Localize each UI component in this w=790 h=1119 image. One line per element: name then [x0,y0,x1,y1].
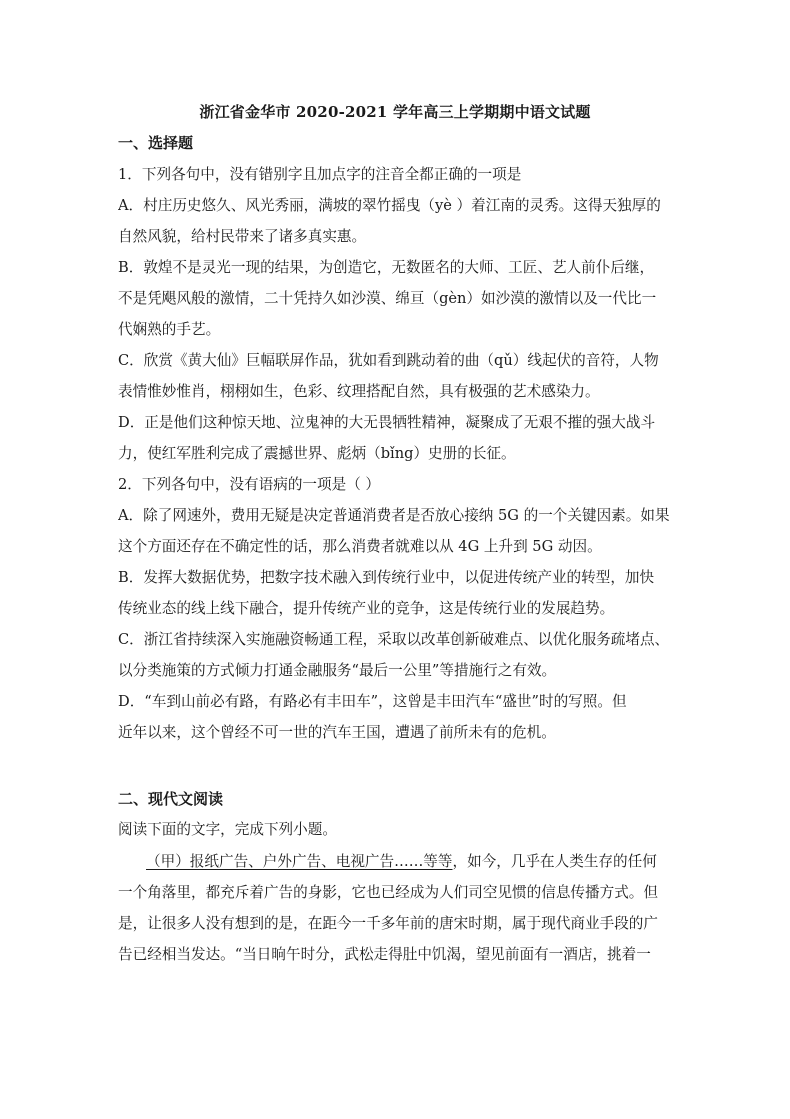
passage-first-line [146,851,678,873]
q2-option-c-line2: 以分类施策的方式倾力打通金融服务“最后一公里”等措施行之有效。 [118,662,557,679]
q1-option-b-line3: 代娴熟的手艺。 [118,321,221,338]
section-heading-choice: 一、选择题 [118,134,194,152]
section-heading-reading: 二、现代文阅读 [118,790,224,808]
reading-intro: 阅读下面的文字，完成下列小题。 [118,821,337,838]
q2-option-c-line1: C．浙江省持续深入实施融资畅通工程，采取以改革创新破难点、以优化服务疏堵点、 [118,631,670,648]
q1-option-a-line2: 自然风貌，给村民带来了诸多真实惠。 [118,228,367,245]
q1-option-d-line2: 力，使红军胜利完成了震撼世界、彪炳（bǐng）史册的长征。 [118,445,516,462]
q1-option-a-line1: A．村庄历史悠久、风光秀丽，满坡的翠竹摇曳（yè ）着江南的灵秀。这得天独厚的 [118,197,661,214]
q2-option-d-line2: 近年以来，这个曾经不可一世的汽车王国，遭遇了前所未有的危机。 [118,724,556,741]
passage-line-3: 是，让很多人没有想到的是，在距今一千多年前的唐宋时期，属于现代商业手段的广 [118,915,658,932]
passage-line-2: 一个角落里，都充斥着广告的身影，它也已经成为人们司空见惯的信息传播方式。但 [118,884,658,901]
q1-option-b-line1: B．敦煌不是灵光一现的结果，为创造它，无数匿名的大师、工匠、艺人前仆后继， [118,259,655,276]
q1-option-c-line1: C．欣赏《黄大仙》巨幅联屏作品，犹如看到跳动着的曲（qǔ）线起伏的音符，人物 [118,352,659,369]
q2-option-b-line2: 传统业态的线上线下融合，提升传统产业的竞争，这是传统行业的发展趋势。 [118,600,615,617]
page-title: 浙江省金华市 2020-2021 学年高三上学期期中语文试题 [199,103,591,121]
underlined-phrase: （甲）报纸广告、户外广告、电视广告……等等 [146,853,453,870]
q2-option-d-line1: D．“车到山前必有路，有路必有丰田车”，这曾是丰田汽车“盛世”时的写照。但 [118,693,627,710]
q1-option-b-line2: 不是凭飓风般的激情，二十凭持久如沙漠、绵亘（gèn）如沙漠的激情以及一代比一 [118,290,657,307]
question-1-stem: 1．下列各句中，没有错别字且加点字的注音全都正确的一项是 [118,166,522,183]
q1-option-d-line1: D．正是他们这种惊天地、泣鬼神的大无畏牺牲精神，凝聚成了无艰不摧的强大战斗 [118,414,656,431]
q2-option-a-line1: A．除了网速外，费用无疑是决定普通消费者是否放心接纳 5G 的一个关键因素。如果 [118,507,670,524]
q2-option-a-line2: 这个方面还存在不确定性的话，那么消费者就难以从 4G 上升到 5G 动因。 [118,538,602,555]
q1-option-c-line2: 表情惟妙惟肖，栩栩如生，色彩、纹理搭配自然，具有极强的艺术感染力。 [118,383,600,400]
passage-first-line-rest: ，如今，几乎在人类生存的任何 [452,853,657,870]
q2-option-b-line1: B．发挥大数据优势，把数字技术融入到传统行业中，以促进传统产业的转型，加快 [118,569,655,586]
question-2-stem: 2．下列各句中，没有语病的一项是（ ） [118,476,381,493]
passage-line-4: 告已经相当发达。“当日晌午时分，武松走得肚中饥渴，望见前面有一酒店，挑着一 [118,946,651,963]
